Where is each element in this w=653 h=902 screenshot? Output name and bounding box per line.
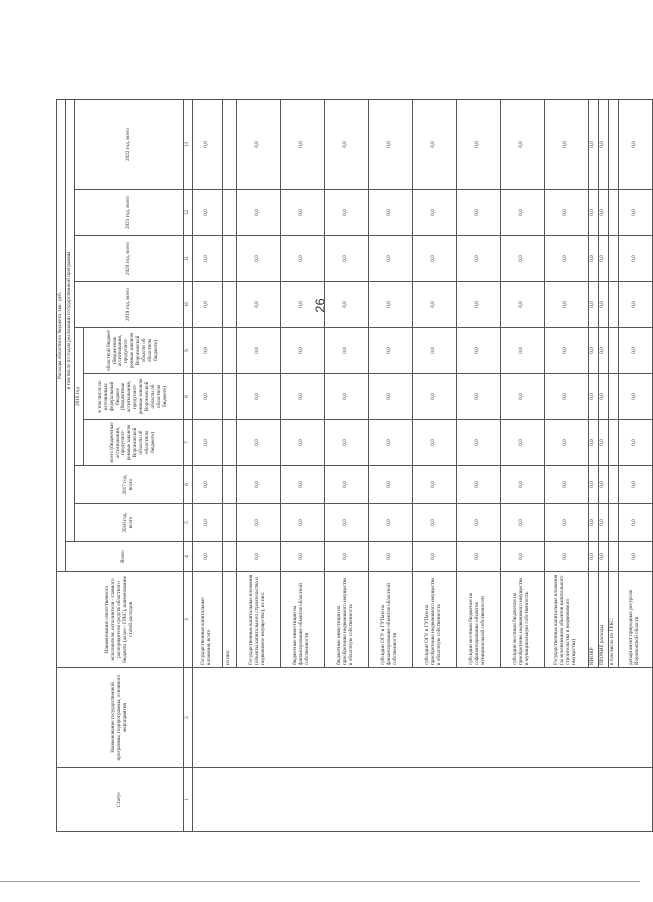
value-cell: 0,0: [544, 374, 588, 420]
header-2016: 2016 год, всего: [74, 504, 183, 542]
value-cell: 0,0: [236, 190, 280, 236]
value-cell: 0,0: [588, 466, 598, 504]
value-cell: 0,0: [618, 282, 652, 328]
value-cell: 0,0: [368, 190, 412, 236]
value-cell: 0,0: [500, 236, 544, 282]
header-2018: 2018 год: [74, 328, 83, 466]
value-cell: 0,0: [192, 190, 222, 236]
value-cell: 0,0: [456, 542, 500, 572]
value-cell: 0,0: [456, 282, 500, 328]
value-cell: 0,0: [588, 374, 598, 420]
value-cell: 0,0: [192, 282, 222, 328]
header-2018-regional: областной бюджет (бюджетные ассигнования, предусмот-ренные законом Воронежской области об областном бюджете): [83, 328, 183, 374]
value-cell: 0,0: [192, 236, 222, 282]
budget-table: [56, 99, 653, 832]
row-label: бюджетные инвестиции на приобретение недвижимого имущества в областную собственность: [324, 572, 368, 668]
value-cell: 0,0: [280, 504, 324, 542]
value-cell: 0,0: [192, 420, 222, 466]
column-number: 12: [183, 190, 192, 236]
value-cell: 0,0: [598, 542, 608, 572]
value-cell: 0,0: [618, 542, 652, 572]
value-cell: 0,0: [618, 466, 652, 504]
value-cell: [608, 236, 618, 282]
value-cell: 0,0: [236, 504, 280, 542]
value-cell: 0,0: [618, 420, 652, 466]
value-cell: 0,0: [544, 542, 588, 572]
value-cell: 0,0: [598, 282, 608, 328]
value-cell: 0,0: [236, 328, 280, 374]
value-cell: 0,0: [280, 420, 324, 466]
value-cell: [222, 190, 236, 236]
value-cell: 0,0: [544, 282, 588, 328]
value-cell: 0,0: [280, 190, 324, 236]
value-cell: 0,0: [236, 466, 280, 504]
value-cell: 0,0: [588, 190, 598, 236]
row-label: Государственные капитальные вложения, всего: [192, 572, 222, 668]
program-name-cell: [192, 668, 652, 768]
value-cell: [608, 282, 618, 328]
row-label: субсидии ОГУ и ГУПам на финансирование объектов областной собственности: [368, 572, 412, 668]
value-cell: 0,0: [368, 282, 412, 328]
value-cell: 0,0: [588, 282, 598, 328]
value-cell: 0,0: [456, 328, 500, 374]
value-cell: [608, 328, 618, 374]
value-cell: 0,0: [500, 328, 544, 374]
value-cell: [608, 466, 618, 504]
value-cell: 0,0: [280, 99, 324, 189]
value-cell: 0,0: [500, 504, 544, 542]
value-cell: [222, 236, 236, 282]
value-cell: 0,0: [412, 542, 456, 572]
value-cell: 0,0: [412, 282, 456, 328]
value-cell: 0,0: [500, 374, 544, 420]
value-cell: 0,0: [500, 420, 544, 466]
value-cell: 0,0: [368, 466, 412, 504]
value-cell: [608, 504, 618, 542]
value-cell: 0,0: [500, 282, 544, 328]
value-cell: 0,0: [280, 542, 324, 572]
value-cell: 0,0: [412, 236, 456, 282]
value-cell: 0,0: [236, 542, 280, 572]
value-cell: 0,0: [280, 374, 324, 420]
value-cell: 0,0: [236, 374, 280, 420]
value-cell: 0,0: [618, 99, 652, 189]
value-cell: 0,0: [324, 420, 368, 466]
value-cell: 0,0: [280, 282, 324, 328]
row-label: Государственные капитальные вложения (объекты капитального строительства и недвижимое имущество), из них:: [236, 572, 280, 668]
value-cell: 0,0: [456, 466, 500, 504]
value-cell: 0,0: [544, 504, 588, 542]
row-label: субсидии ОГУ и ГУПам на приобретение недвижимого имущества в областную собственность: [412, 572, 456, 668]
value-cell: 0,0: [588, 504, 598, 542]
value-cell: 0,0: [324, 542, 368, 572]
value-cell: 0,0: [324, 99, 368, 189]
value-cell: [222, 328, 236, 374]
value-cell: 0,0: [324, 504, 368, 542]
header-expenses-subtitle: в том числе по годам реализации государственной программы: [65, 99, 74, 541]
value-cell: 0,0: [500, 190, 544, 236]
value-cell: 0,0: [192, 99, 222, 189]
value-cell: 0,0: [588, 542, 598, 572]
value-cell: 0,0: [588, 420, 598, 466]
value-cell: [608, 374, 618, 420]
value-cell: 0,0: [236, 420, 280, 466]
value-cell: 0,0: [236, 282, 280, 328]
header-2017: 2017 год, всего: [74, 466, 183, 504]
value-cell: 0,0: [412, 374, 456, 420]
header-status: Статус: [57, 768, 184, 832]
row-label: НИОКР: [588, 572, 598, 668]
scan-edge-line: [0, 881, 640, 882]
value-cell: 0,0: [412, 328, 456, 374]
value-cell: 0,0: [500, 466, 544, 504]
value-cell: 0,0: [456, 236, 500, 282]
value-cell: 0,0: [456, 504, 500, 542]
value-cell: 0,0: [324, 328, 368, 374]
value-cell: [222, 420, 236, 466]
value-cell: 0,0: [544, 420, 588, 466]
status-cell: [192, 768, 652, 832]
value-cell: 0,0: [324, 190, 368, 236]
budget-table-frame: [56, 100, 641, 832]
value-cell: 0,0: [588, 236, 598, 282]
header-total: Всего: [65, 542, 183, 572]
value-cell: 0,0: [544, 466, 588, 504]
value-cell: 0,0: [236, 99, 280, 189]
value-cell: 0,0: [324, 466, 368, 504]
value-cell: 0,0: [500, 542, 544, 572]
value-cell: 0,0: [598, 420, 608, 466]
row-label: в том числе по ГРБС:: [608, 572, 618, 668]
header-program-name: Наименование государственной программы, подпрограммы, основного мероприятия: [57, 668, 184, 768]
value-cell: 0,0: [324, 282, 368, 328]
value-cell: 0,0: [588, 328, 598, 374]
value-cell: 0,0: [598, 504, 608, 542]
value-cell: 0,0: [544, 99, 588, 189]
value-cell: 0,0: [588, 99, 598, 189]
value-cell: 0,0: [618, 236, 652, 282]
value-cell: [222, 542, 236, 572]
value-cell: 0,0: [192, 328, 222, 374]
value-cell: 0,0: [192, 466, 222, 504]
value-cell: 0,0: [368, 374, 412, 420]
row-label: ПРОЧИЕ расходы: [598, 572, 608, 668]
value-cell: 0,0: [618, 504, 652, 542]
value-cell: 0,0: [598, 190, 608, 236]
row-label: из них:: [222, 572, 236, 668]
value-cell: 0,0: [598, 99, 608, 189]
value-cell: 0,0: [618, 328, 652, 374]
value-cell: 0,0: [192, 374, 222, 420]
value-cell: 0,0: [598, 328, 608, 374]
header-2018-federal: [83, 374, 183, 420]
value-cell: 0,0: [412, 504, 456, 542]
table-row: [192, 99, 222, 831]
column-number: 1: [183, 768, 192, 832]
value-cell: 0,0: [368, 328, 412, 374]
value-cell: 0,0: [456, 374, 500, 420]
value-cell: 0,0: [544, 190, 588, 236]
value-cell: [608, 190, 618, 236]
row-label: субсидии местным бюджетам на приобретение недвижимого имущества в муниципальную собственность: [500, 572, 544, 668]
value-cell: 0,0: [368, 504, 412, 542]
header-2020: 2020 год, всего: [74, 236, 183, 282]
value-cell: 0,0: [368, 99, 412, 189]
value-cell: 0,0: [598, 466, 608, 504]
column-number: 7: [183, 420, 192, 466]
value-cell: 0,0: [280, 236, 324, 282]
value-cell: 0,0: [324, 374, 368, 420]
value-cell: 0,0: [412, 466, 456, 504]
value-cell: 0,0: [500, 99, 544, 189]
page-number: 26: [312, 298, 328, 313]
value-cell: [222, 504, 236, 542]
column-number: 13: [183, 99, 192, 189]
value-cell: 0,0: [324, 236, 368, 282]
value-cell: [222, 99, 236, 189]
value-cell: [608, 542, 618, 572]
column-number: 11: [183, 236, 192, 282]
value-cell: [222, 282, 236, 328]
value-cell: 0,0: [618, 190, 652, 236]
value-cell: 0,0: [544, 328, 588, 374]
value-cell: [222, 374, 236, 420]
value-cell: 0,0: [412, 190, 456, 236]
column-number: 3: [183, 572, 192, 668]
row-label: Государственные капитальные вложения (за исключением объектов капитального строительства и недвижимого имущества): [544, 572, 588, 668]
value-cell: 0,0: [412, 420, 456, 466]
header-2021: 2021 год, всего: [74, 190, 183, 236]
value-cell: [608, 99, 618, 189]
value-cell: 0,0: [192, 504, 222, 542]
value-cell: 0,0: [544, 236, 588, 282]
header-2018-total: всего (бюджетные ассигнования, предусмот-ренные законом Воронежской области об областном бюджете): [83, 420, 183, 466]
column-number: 9: [183, 328, 192, 374]
header-2022: 2022 год, всего: [74, 99, 183, 189]
budget-table-rotated: [56, 100, 641, 832]
value-cell: 0,0: [412, 99, 456, 189]
value-cell: 0,0: [280, 328, 324, 374]
value-cell: [608, 420, 618, 466]
row-label: департамент природных ресурсов Воронежской области: [618, 572, 652, 668]
value-cell: 0,0: [368, 542, 412, 572]
header-2018-federal-text: федеральный бюджет (бюджетные ассигнования, предусмот-ренные законом Воронежской области об областном бюджете): [108, 378, 169, 415]
value-cell: 0,0: [456, 420, 500, 466]
value-cell: 0,0: [368, 236, 412, 282]
value-cell: 0,0: [280, 466, 324, 504]
column-number: 4: [183, 542, 192, 572]
value-cell: 0,0: [598, 374, 608, 420]
value-cell: 0,0: [192, 542, 222, 572]
value-cell: 0,0: [368, 420, 412, 466]
header-expenses-title: Расходы областного бюджета, тыс. руб.: [57, 99, 66, 571]
column-number: 6: [183, 466, 192, 504]
value-cell: [222, 466, 236, 504]
value-cell: 0,0: [236, 236, 280, 282]
row-label: бюджетные инвестиции на финансирование объектов областной собственности: [280, 572, 324, 668]
value-cell: 0,0: [598, 236, 608, 282]
header-2018-incl: в том числе по источникам:: [96, 380, 109, 413]
header-executor: Наименование ответственного исполнителя, исполнителя - главного распорядителя средств областного бюджета (далее - ГРБС), наименование статей расходов: [57, 572, 184, 668]
header-2019: 2019 год, всего: [74, 282, 183, 328]
value-cell: 0,0: [618, 374, 652, 420]
value-cell: 0,0: [456, 190, 500, 236]
column-number: 8: [183, 374, 192, 420]
row-label: субсидии местным бюджетам на софинансирование объектов муниципальной собственности: [456, 572, 500, 668]
column-number: 2: [183, 668, 192, 768]
column-number: 10: [183, 282, 192, 328]
value-cell: 0,0: [456, 99, 500, 189]
column-number: 5: [183, 504, 192, 542]
